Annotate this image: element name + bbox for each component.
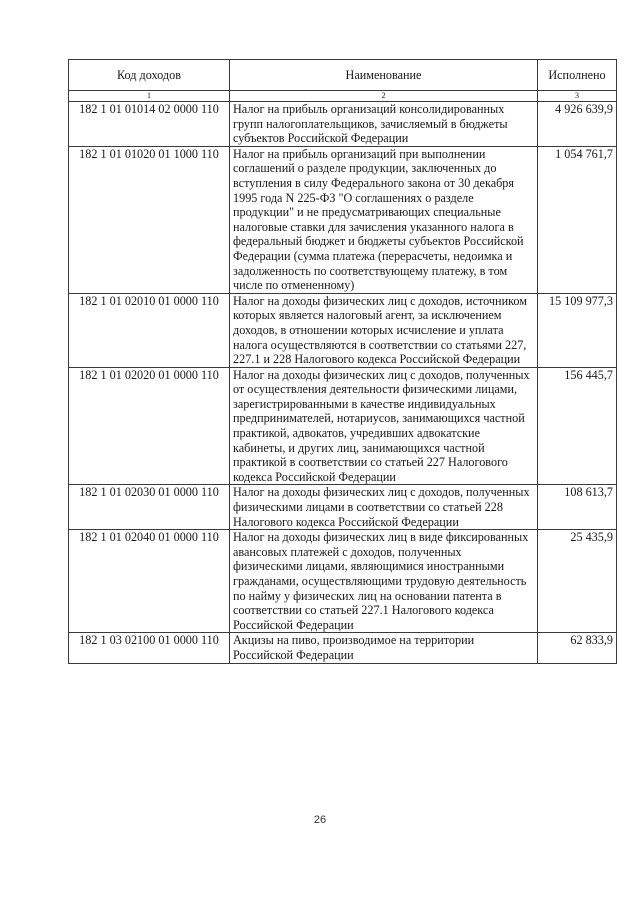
revenue-code: 182 1 03 02100 01 0000 110 [69, 633, 230, 663]
revenue-table [68, 59, 617, 664]
revenue-code: 182 1 01 01014 02 0000 110 [69, 102, 230, 147]
page-number: 26 [313, 814, 327, 826]
header-value: Исполнено [538, 60, 617, 91]
table-row [69, 485, 617, 530]
table-row [69, 146, 617, 293]
revenue-code: 182 1 01 02030 01 0000 110 [69, 485, 230, 530]
revenue-executed: 1 054 761,7 [538, 146, 617, 293]
revenue-executed: 15 109 977,3 [538, 293, 617, 367]
revenue-name: Налог на доходы физических лиц с доходов, полученных физическими лицами в соответствии со статьей 228 Налогового кодекса Российской Федерации [230, 485, 538, 530]
header-code: Код доходов [69, 60, 230, 91]
revenue-name: Акцизы на пиво, производимое на территории Российской Федерации [230, 633, 538, 663]
revenue-executed: 62 833,9 [538, 633, 617, 663]
revenue-code: 182 1 01 02010 01 0000 110 [69, 293, 230, 367]
revenue-code: 182 1 01 02020 01 0000 110 [69, 367, 230, 485]
revenue-executed: 108 613,7 [538, 485, 617, 530]
table-row [69, 530, 617, 633]
revenue-name: Налог на доходы физических лиц в виде фиксированных авансовых платежей с доходов, полученных физическими лицами, являющимися иностранными гражданами, осуществляющими трудовую деятельность по найму у физических лиц на основании патента в соответствии со статьей 227.1 Налогового кодекса Российской Федерации [230, 530, 538, 633]
column-number-row [69, 91, 617, 102]
revenue-code: 182 1 01 01020 01 1000 110 [69, 146, 230, 293]
column-number-code: 1 [69, 91, 230, 102]
revenue-name: Налог на доходы физических лиц с доходов, полученных от осуществления деятельности физическими лицами, зарегистрированными в качестве индивидуальных предпринимателей, нотариусов, занимающихся частной практикой, адвокатов, учредивших адвокатские кабинеты, и других лиц, занимающихся частной практикой в соответствии со статьей 227 Налогового кодекса Российской Федерации [230, 367, 538, 485]
header-name: Наименование [230, 60, 538, 91]
table-row [69, 633, 617, 663]
revenue-name: Налог на прибыль организаций при выполнении соглашений о разделе продукции, заключенных до вступления в силу Федерального закона от 30 декабря 1995 года N 225-ФЗ "О соглашениях о разделе продукции" и не предусматривающих специальные налоговые ставки для зачисления указанного налога в федеральный бюджет и бюджеты субъектов Российской Федерации (сумма платежа (перерасчеты, недоимка и задолженность по соответствующему платежу, в том числе по отмененному) [230, 146, 538, 293]
revenue-name: Налог на доходы физических лиц с доходов, источником которых является налоговый агент, за исключением доходов, в отношении которых исчисление и уплата налога осуществляются в соответствии со статьями 227, 227.1 и 228 Налогового кодекса Российской Федерации [230, 293, 538, 367]
revenue-code: 182 1 01 02040 01 0000 110 [69, 530, 230, 633]
revenue-name: Налог на прибыль организаций консолидированных групп налогоплательщиков, зачисляемый в бюджеты субъектов Российской Федерации [230, 102, 538, 147]
table-row [69, 293, 617, 367]
table-header-row [69, 60, 617, 91]
column-number-name: 2 [230, 91, 538, 102]
table-row [69, 102, 617, 147]
table-row [69, 367, 617, 485]
revenue-executed: 4 926 639,9 [538, 102, 617, 147]
revenue-executed: 25 435,9 [538, 530, 617, 633]
column-number-value: 3 [538, 91, 617, 102]
revenue-executed: 156 445,7 [538, 367, 617, 485]
